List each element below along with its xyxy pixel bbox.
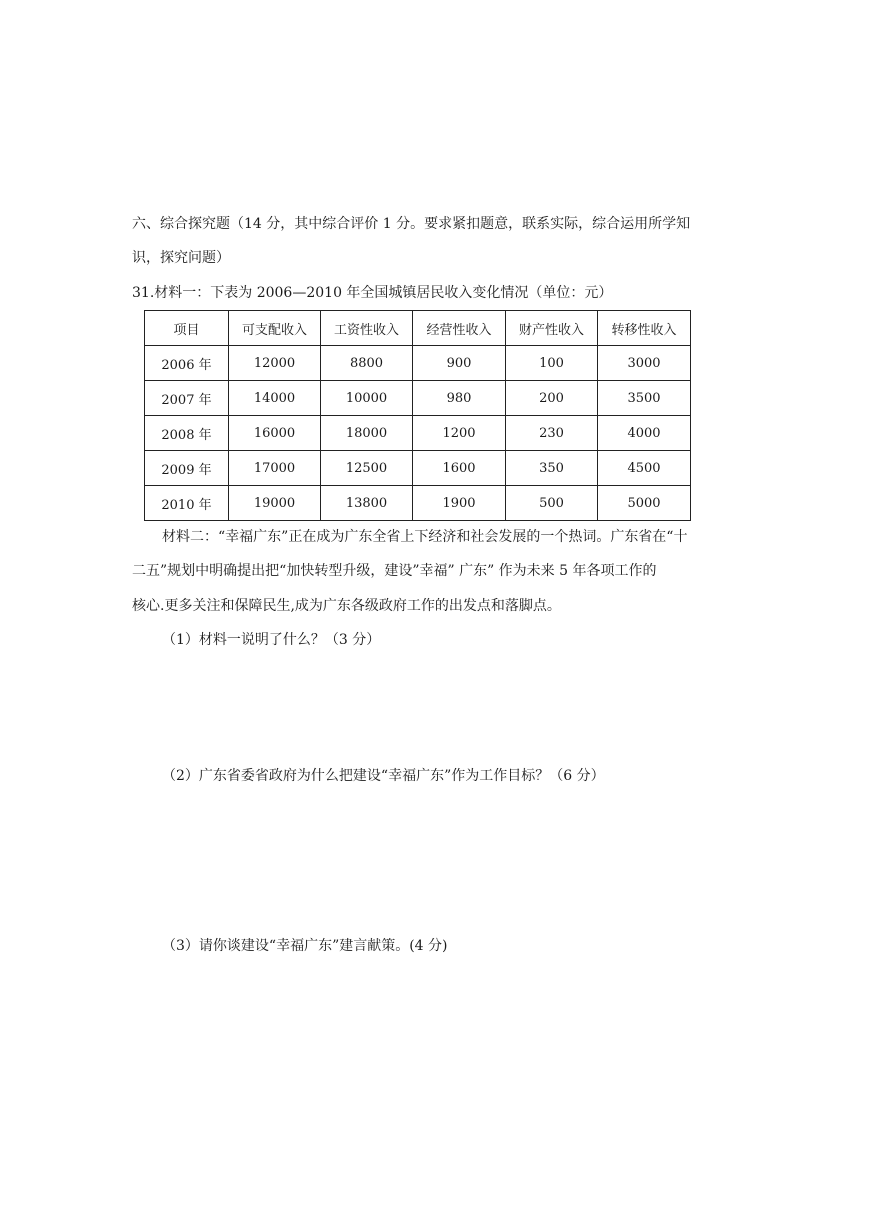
table-cell: 900: [413, 346, 506, 381]
table-cell: 500: [506, 486, 598, 521]
sub-question-3: （3）请你谈建设“幸福广东”建言献策。(4 分): [162, 938, 448, 954]
section-heading-line-2: 识，探究问题）: [132, 250, 230, 266]
table-cell: 2010 年: [145, 486, 229, 521]
table-cell: 350: [506, 451, 598, 486]
table-cell: 13800: [321, 486, 413, 521]
table-row: [145, 486, 691, 521]
table-cell: 8800: [321, 346, 413, 381]
table-row: [145, 346, 691, 381]
material-two-line-1: 材料二：“幸福广东”正在成为广东全省上下经济和社会发展的一个热词。广东省在“十: [162, 529, 688, 545]
table-cell: 2008 年: [145, 416, 229, 451]
table-cell: 1200: [413, 416, 506, 451]
table-row: [145, 416, 691, 451]
table-header-cell: 财产性收入: [506, 311, 598, 346]
table-row: [145, 451, 691, 486]
material-two-line-3: 核心.更多关注和保障民生,成为广东各级政府工作的出发点和落脚点。: [132, 598, 561, 614]
table-cell: 17000: [229, 451, 321, 486]
table-cell: 230: [506, 416, 598, 451]
material-one-intro: 31.材料一：下表为 2006—2010 年全国城镇居民收入变化情况（单位：元）: [132, 285, 613, 301]
table-cell: 12500: [321, 451, 413, 486]
table-cell: 10000: [321, 381, 413, 416]
table-cell: 2006 年: [145, 346, 229, 381]
sub-question-2: （2）广东省委省政府为什么把建设“幸福广东”作为工作目标？（6 分）: [162, 768, 605, 784]
table-header-cell: 经营性收入: [413, 311, 506, 346]
table-cell: 980: [413, 381, 506, 416]
table-header-cell: 可支配收入: [229, 311, 321, 346]
income-table: [144, 310, 691, 521]
table-cell: 19000: [229, 486, 321, 521]
sub-question-1: （1）材料一说明了什么？（3 分）: [162, 632, 381, 648]
table-cell: 16000: [229, 416, 321, 451]
table-header-row: [145, 311, 691, 346]
table-header-cell: 转移性收入: [598, 311, 691, 346]
table-cell: 2007 年: [145, 381, 229, 416]
table-cell: 1600: [413, 451, 506, 486]
material-two-line-2: 二五”规划中明确提出把“加快转型升级，建设”幸福” 广东” 作为未来 5 年各项工作的: [132, 563, 657, 579]
table-row: [145, 381, 691, 416]
section-heading-line-1: 六、综合探究题（14 分，其中综合评价 1 分。要求紧扣题意，联系实际，综合运用所学知: [132, 216, 691, 232]
table-cell: 2009 年: [145, 451, 229, 486]
table-cell: 3500: [598, 381, 691, 416]
table-cell: 12000: [229, 346, 321, 381]
table-cell: 4000: [598, 416, 691, 451]
table-cell: 1900: [413, 486, 506, 521]
table-header-cell: 工资性收入: [321, 311, 413, 346]
table-cell: 18000: [321, 416, 413, 451]
table-header-cell: 项目: [145, 311, 229, 346]
table-cell: 14000: [229, 381, 321, 416]
table-cell: 200: [506, 381, 598, 416]
table-cell: 5000: [598, 486, 691, 521]
table-cell: 100: [506, 346, 598, 381]
table-cell: 4500: [598, 451, 691, 486]
table-cell: 3000: [598, 346, 691, 381]
